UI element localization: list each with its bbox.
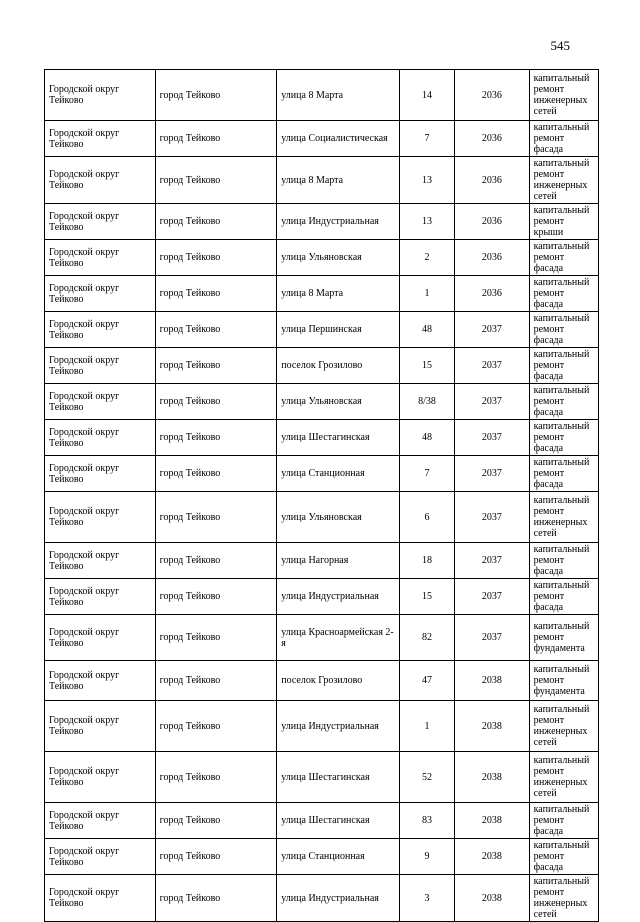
house-number-cell: 15 <box>399 348 454 384</box>
house-number-cell: 8/38 <box>399 384 454 420</box>
year-cell: 2037 <box>455 348 529 384</box>
city-cell: город Тейково <box>155 803 277 839</box>
year-cell: 2038 <box>455 701 529 752</box>
street-cell: улица Красноармейская 2-я <box>277 615 400 661</box>
street-cell: улица Индустриальная <box>277 579 400 615</box>
street-cell: улица Ульяновская <box>277 384 400 420</box>
year-cell: 2037 <box>455 615 529 661</box>
table-row <box>45 752 599 803</box>
table-row <box>45 875 599 922</box>
year-cell: 2037 <box>455 456 529 492</box>
district-cell: Городской округ Тейково <box>45 121 156 157</box>
work-type-cell: капитальный ремонт фасада <box>529 276 598 312</box>
street-cell: улица 8 Марта <box>277 157 400 204</box>
table-row <box>45 701 599 752</box>
table-row <box>45 420 599 456</box>
work-type-cell: капитальный ремонт крыши <box>529 204 598 240</box>
table-row <box>45 803 599 839</box>
year-cell: 2036 <box>455 157 529 204</box>
city-cell: город Тейково <box>155 456 277 492</box>
district-cell: Городской округ Тейково <box>45 312 156 348</box>
house-number-cell: 1 <box>399 701 454 752</box>
year-cell: 2036 <box>455 70 529 121</box>
year-cell: 2037 <box>455 492 529 543</box>
house-number-cell: 48 <box>399 312 454 348</box>
district-cell: Городской округ Тейково <box>45 839 156 875</box>
work-type-cell: капитальный ремонт фундамента <box>529 615 598 661</box>
city-cell: город Тейково <box>155 420 277 456</box>
table-row <box>45 384 599 420</box>
house-number-cell: 14 <box>399 70 454 121</box>
year-cell: 2038 <box>455 752 529 803</box>
city-cell: город Тейково <box>155 875 277 922</box>
house-number-cell: 48 <box>399 420 454 456</box>
district-cell: Городской округ Тейково <box>45 752 156 803</box>
city-cell: город Тейково <box>155 752 277 803</box>
house-number-cell: 13 <box>399 157 454 204</box>
house-number-cell: 83 <box>399 803 454 839</box>
house-number-cell: 2 <box>399 240 454 276</box>
district-cell: Городской округ Тейково <box>45 492 156 543</box>
work-type-cell: капитальный ремонт инженерных сетей <box>529 157 598 204</box>
street-cell: улица Шестагинская <box>277 803 400 839</box>
district-cell: Городской округ Тейково <box>45 615 156 661</box>
house-number-cell: 1 <box>399 276 454 312</box>
city-cell: город Тейково <box>155 579 277 615</box>
year-cell: 2038 <box>455 875 529 922</box>
street-cell: улица Индустриальная <box>277 204 400 240</box>
street-cell: улица 8 Марта <box>277 276 400 312</box>
table-row <box>45 204 599 240</box>
city-cell: город Тейково <box>155 121 277 157</box>
house-number-cell: 9 <box>399 839 454 875</box>
table-row <box>45 543 599 579</box>
district-cell: Городской округ Тейково <box>45 70 156 121</box>
district-cell: Городской округ Тейково <box>45 157 156 204</box>
district-cell: Городской округ Тейково <box>45 204 156 240</box>
table-row <box>45 492 599 543</box>
work-type-cell: капитальный ремонт фасада <box>529 543 598 579</box>
house-number-cell: 3 <box>399 875 454 922</box>
year-cell: 2037 <box>455 579 529 615</box>
city-cell: город Тейково <box>155 701 277 752</box>
street-cell: улица Станционная <box>277 839 400 875</box>
work-type-cell: капитальный ремонт фундамента <box>529 661 598 701</box>
page-number: 545 <box>550 38 570 53</box>
table-row <box>45 661 599 701</box>
table-row <box>45 312 599 348</box>
house-number-cell: 7 <box>399 121 454 157</box>
year-cell: 2037 <box>455 312 529 348</box>
district-cell: Городской округ Тейково <box>45 803 156 839</box>
district-cell: Городской округ Тейково <box>45 384 156 420</box>
district-cell: Городской округ Тейково <box>45 240 156 276</box>
year-cell: 2037 <box>455 543 529 579</box>
city-cell: город Тейково <box>155 312 277 348</box>
street-cell: улица Нагорная <box>277 543 400 579</box>
year-cell: 2037 <box>455 384 529 420</box>
house-number-cell: 15 <box>399 579 454 615</box>
table-body <box>45 70 599 922</box>
city-cell: город Тейково <box>155 492 277 543</box>
work-type-cell: капитальный ремонт фасада <box>529 803 598 839</box>
table-row <box>45 348 599 384</box>
table-row <box>45 456 599 492</box>
house-number-cell: 82 <box>399 615 454 661</box>
city-cell: город Тейково <box>155 276 277 312</box>
work-type-cell: капитальный ремонт инженерных сетей <box>529 752 598 803</box>
city-cell: город Тейково <box>155 348 277 384</box>
table-row <box>45 579 599 615</box>
house-number-cell: 52 <box>399 752 454 803</box>
year-cell: 2036 <box>455 121 529 157</box>
year-cell: 2036 <box>455 276 529 312</box>
house-number-cell: 47 <box>399 661 454 701</box>
table-row <box>45 157 599 204</box>
work-type-cell: капитальный ремонт фасада <box>529 384 598 420</box>
district-cell: Городской округ Тейково <box>45 661 156 701</box>
street-cell: поселок Грозилово <box>277 348 400 384</box>
table-row <box>45 240 599 276</box>
table-row <box>45 121 599 157</box>
house-number-cell: 6 <box>399 492 454 543</box>
street-cell: улица 8 Марта <box>277 70 400 121</box>
work-type-cell: капитальный ремонт фасада <box>529 240 598 276</box>
district-cell: Городской округ Тейково <box>45 276 156 312</box>
street-cell: улица Социалистическая <box>277 121 400 157</box>
district-cell: Городской округ Тейково <box>45 420 156 456</box>
house-number-cell: 13 <box>399 204 454 240</box>
street-cell: поселок Грозилово <box>277 661 400 701</box>
work-type-cell: капитальный ремонт фасада <box>529 312 598 348</box>
city-cell: город Тейково <box>155 70 277 121</box>
work-type-cell: капитальный ремонт фасада <box>529 348 598 384</box>
street-cell: улица Шестагинская <box>277 420 400 456</box>
work-type-cell: капитальный ремонт фасада <box>529 839 598 875</box>
street-cell: улица Ульяновская <box>277 240 400 276</box>
street-cell: улица Першинская <box>277 312 400 348</box>
city-cell: город Тейково <box>155 661 277 701</box>
district-cell: Городской округ Тейково <box>45 456 156 492</box>
city-cell: город Тейково <box>155 204 277 240</box>
year-cell: 2038 <box>455 803 529 839</box>
house-number-cell: 18 <box>399 543 454 579</box>
city-cell: город Тейково <box>155 839 277 875</box>
city-cell: город Тейково <box>155 615 277 661</box>
city-cell: город Тейково <box>155 543 277 579</box>
work-type-cell: капитальный ремонт инженерных сетей <box>529 875 598 922</box>
work-type-cell: капитальный ремонт фасада <box>529 456 598 492</box>
table-row <box>45 70 599 121</box>
work-type-cell: капитальный ремонт инженерных сетей <box>529 70 598 121</box>
city-cell: город Тейково <box>155 157 277 204</box>
year-cell: 2037 <box>455 420 529 456</box>
district-cell: Городской округ Тейково <box>45 701 156 752</box>
table-row <box>45 276 599 312</box>
district-cell: Городской округ Тейково <box>45 579 156 615</box>
street-cell: улица Шестагинская <box>277 752 400 803</box>
street-cell: улица Индустриальная <box>277 701 400 752</box>
repair-schedule-table <box>44 69 599 922</box>
street-cell: улица Ульяновская <box>277 492 400 543</box>
year-cell: 2036 <box>455 204 529 240</box>
work-type-cell: капитальный ремонт инженерных сетей <box>529 492 598 543</box>
table-row <box>45 615 599 661</box>
work-type-cell: капитальный ремонт инженерных сетей <box>529 701 598 752</box>
work-type-cell: капитальный ремонт фасада <box>529 121 598 157</box>
work-type-cell: капитальный ремонт фасада <box>529 420 598 456</box>
year-cell: 2038 <box>455 661 529 701</box>
table-row <box>45 839 599 875</box>
city-cell: город Тейково <box>155 240 277 276</box>
district-cell: Городской округ Тейково <box>45 875 156 922</box>
house-number-cell: 7 <box>399 456 454 492</box>
district-cell: Городской округ Тейково <box>45 543 156 579</box>
district-cell: Городской округ Тейково <box>45 348 156 384</box>
street-cell: улица Станционная <box>277 456 400 492</box>
street-cell: улица Индустриальная <box>277 875 400 922</box>
work-type-cell: капитальный ремонт фасада <box>529 579 598 615</box>
year-cell: 2038 <box>455 839 529 875</box>
year-cell: 2036 <box>455 240 529 276</box>
city-cell: город Тейково <box>155 384 277 420</box>
